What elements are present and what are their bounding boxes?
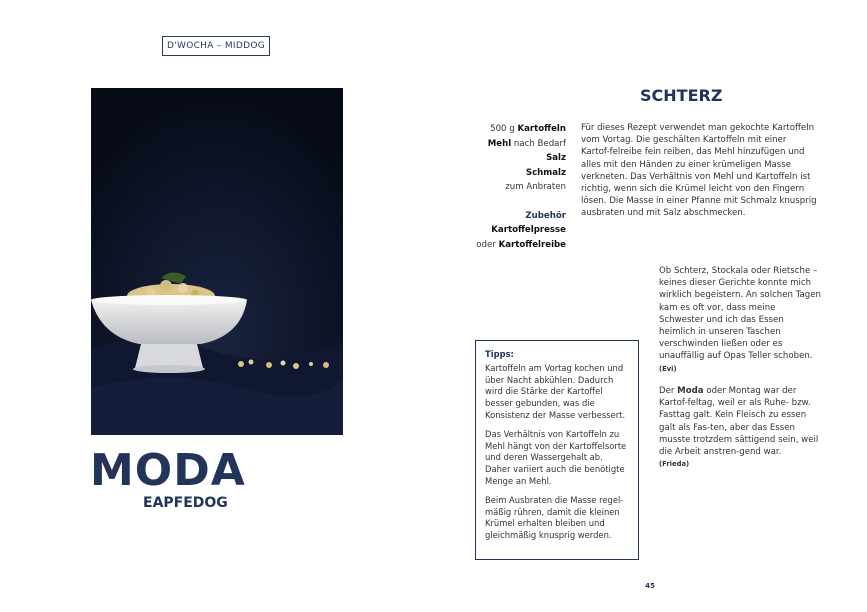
quote-author: (Evi) xyxy=(659,364,677,373)
tips-heading: Tipps: xyxy=(485,349,514,359)
ingredient-line: Salz xyxy=(546,153,566,163)
recipe-instructions: Für dieses Rezept verwendet man gekochte Kartoffeln vom Vortag. Die geschälten Kartoffeln mit einer Kartof-felreibe fein reiben, das Mehl hinzufügen und alles mit den Händen zu einer krümeligen Masse verkneten. Das Verhältnis von Mehl und Kartoffeln ist richtig, wenn sich die Krümel leicht von den Fingern lösen. Die Masse in einer Pfanne mit Schmalz knusprig ausbraten und mit Salz abschmecken. xyxy=(581,123,817,219)
tip-item: Beim Ausbraten die Masse regel-mäßig rühren, damit die kleinen Krümel erhalten bleiben und gleichmäßig knusprig werden. xyxy=(485,494,624,541)
equipment-line: Kartoffelpresse xyxy=(491,225,566,235)
ingredient-line: 500 g Kartoffeln xyxy=(490,124,566,134)
quote-author: (Frieda) xyxy=(659,460,690,469)
section-label: D'WOCHA – MIDDOG xyxy=(162,36,270,56)
equipment-line: oder Kartoffelreibe xyxy=(476,239,566,250)
food-photo xyxy=(91,88,343,435)
ingredient-line: Schmalz xyxy=(525,167,566,178)
tip-item: Kartoffeln am Vortag kochen und über Nacht abkühlen. Dadurch wird die Stärke der Kartoffel besser gebunden, was die Konsistenz der Masse verbessert. xyxy=(485,362,626,420)
tip-item: Das Verhältnis von Kartoffeln zu Mehl hängt von der Kartoffelsorte und deren Wassergehalt ab. Daher variiert auch die benötigte Menge an Mehl. xyxy=(485,428,627,486)
ingredient-line: Mehl nach Bedarf xyxy=(487,138,566,149)
ingredient-line: zum Anbraten xyxy=(505,182,566,192)
page-number: 45 xyxy=(645,582,655,590)
tips-box xyxy=(475,340,639,560)
quote-frieda: Der Moda oder Montag war der Kartof-feltag, weil er als Ruhe- bzw. Fasttag galt. Kein Fleisch zu essen galt als Fas-ten, aber das Essen musste trotzdem sättigend sein, weil die Arbeit anstren-gend war. (Frieda) xyxy=(659,385,823,470)
weekday-subtitle: EAPFEDOG xyxy=(143,495,228,511)
recipe-title: SCHTERZ xyxy=(640,86,723,105)
ingredients-list xyxy=(440,122,566,252)
equipment-heading: Zubehör xyxy=(525,210,566,221)
bowl-illustration xyxy=(91,88,343,435)
weekday-title: MODA xyxy=(90,445,246,496)
quote-evi: Ob Schterz, Stockala oder Rietsche – keines dieser Gerichte konnte mich wirklich begeistern. An solchen Tagen kam es oft vor, dass meine Schwester und ich das Essen heimlich in unseren Taschen verschwinden ließen oder es unauffällig auf Opas Teller schoben. (Evi) xyxy=(659,265,821,375)
